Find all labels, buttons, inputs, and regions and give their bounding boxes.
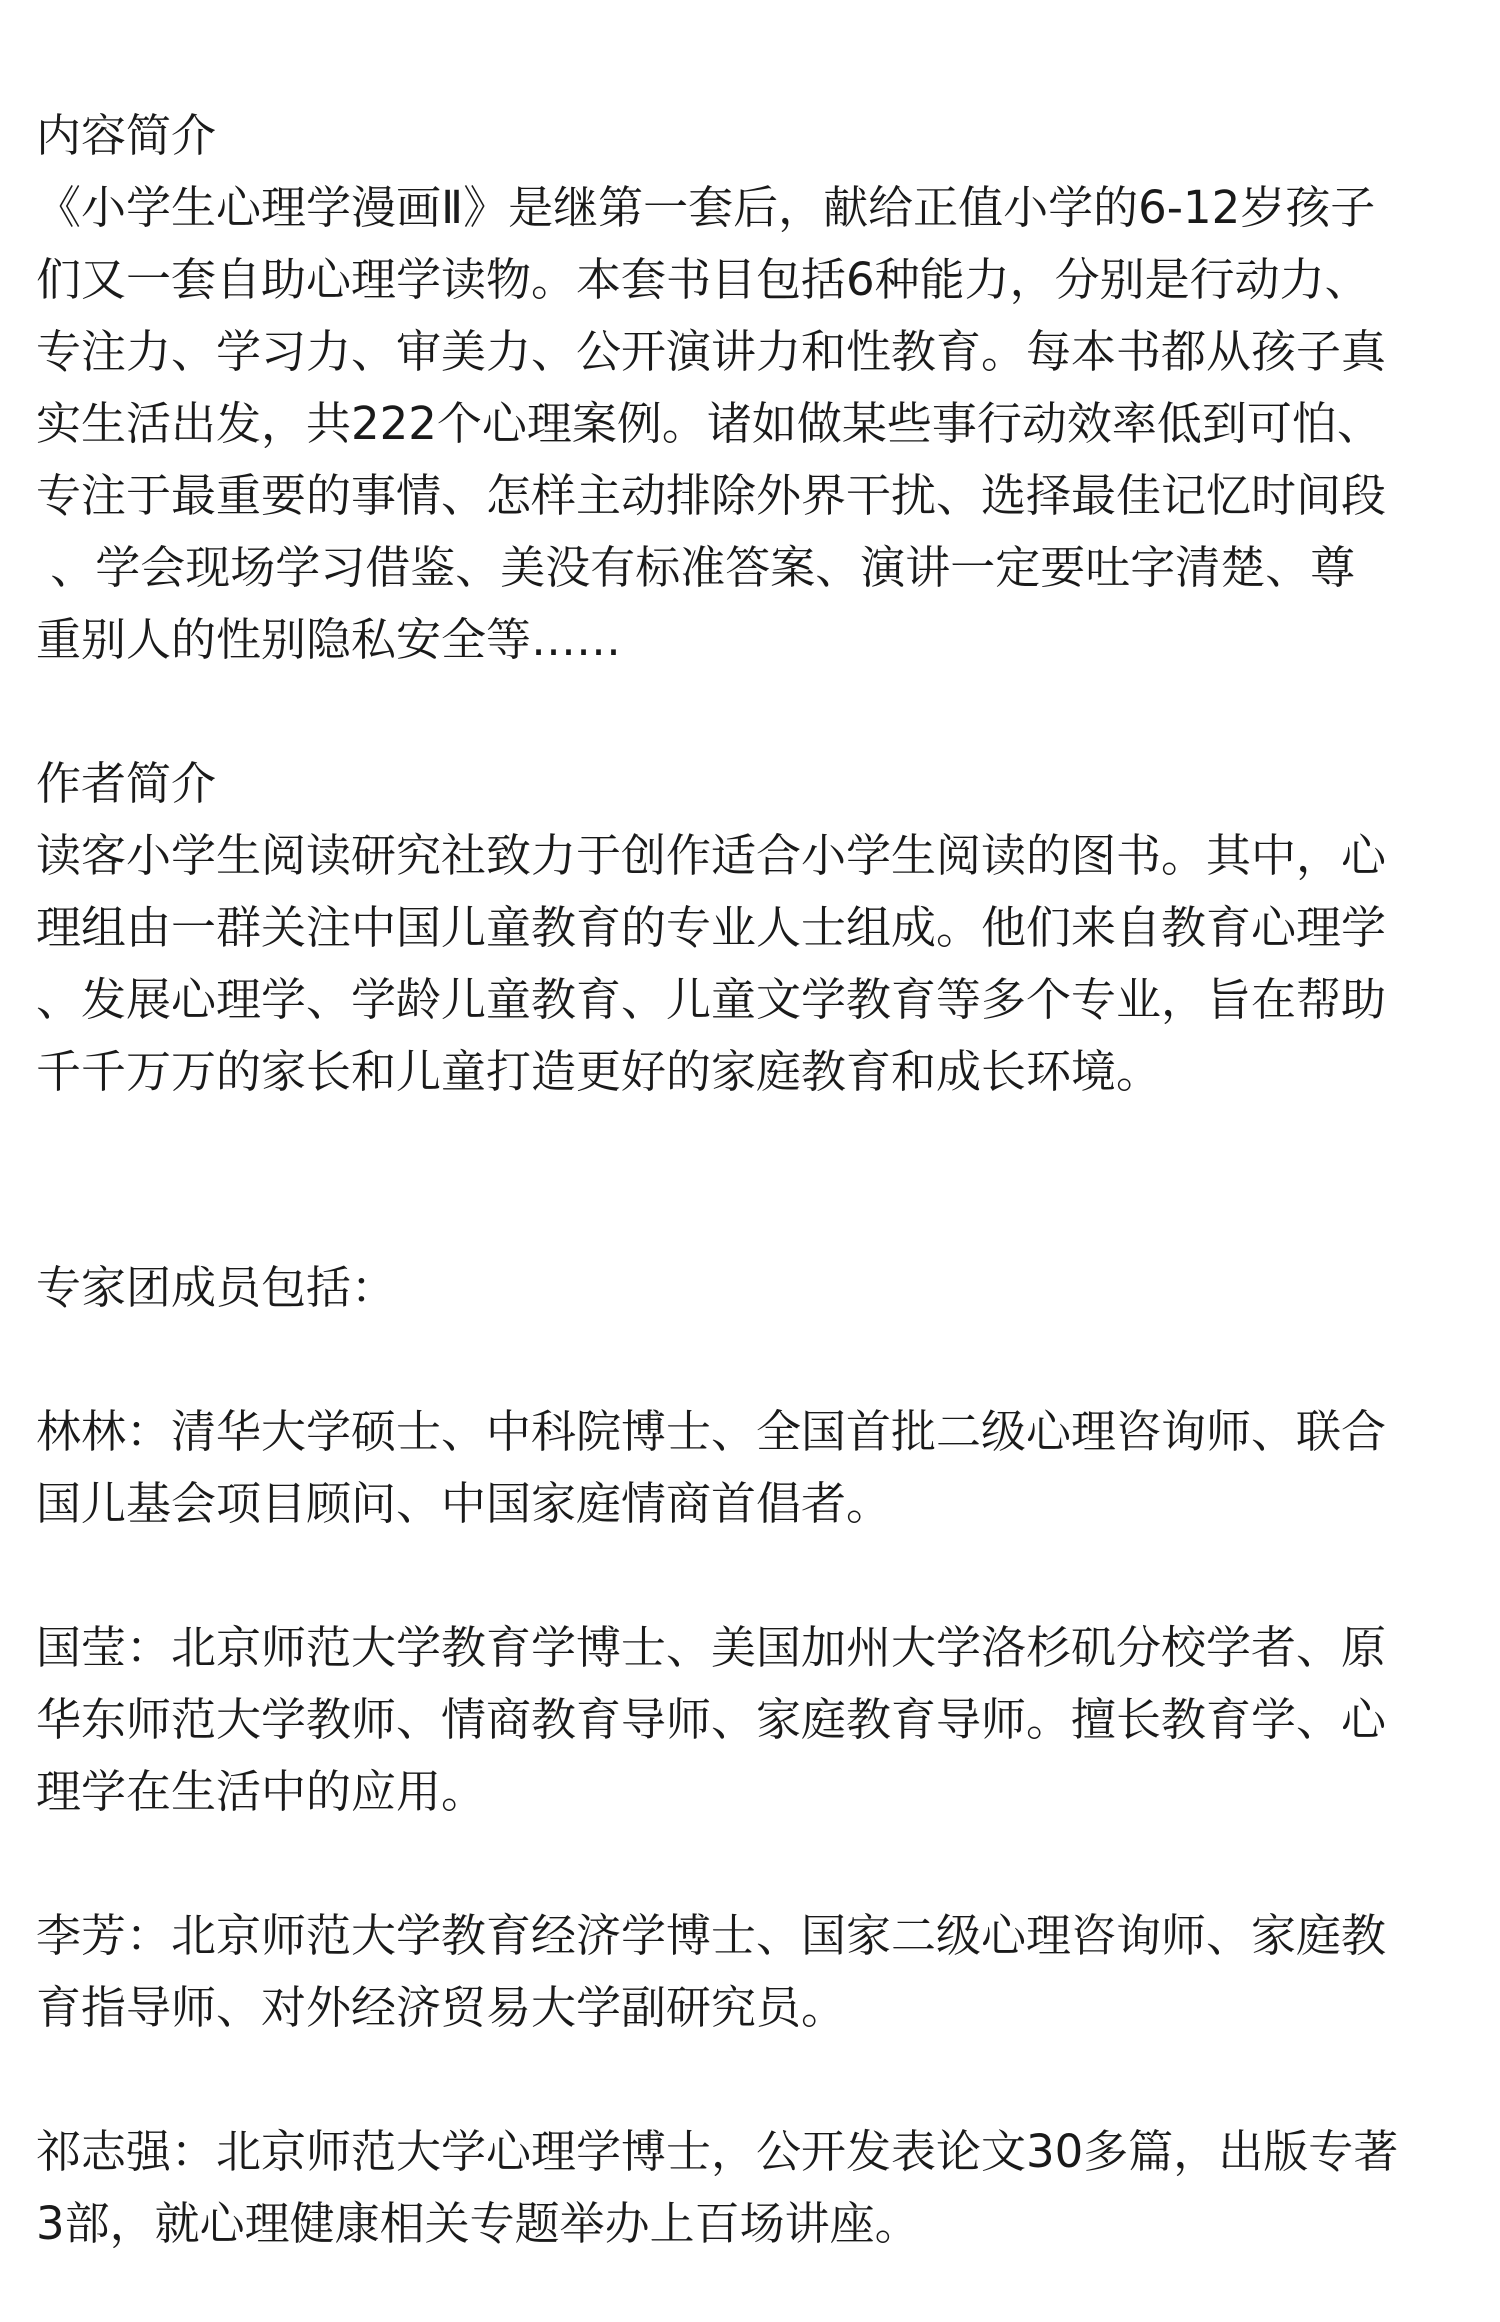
spacer [36,1540,1464,1612]
expert-qizhiqiang-line: 祁志强：北京师范大学心理学博士，公开发表论文30多篇，出版专著 [36,2125,1399,2178]
intro-line: 重别人的性别隐私安全等…… [36,613,622,666]
spacer [36,2044,1464,2116]
intro-heading: 内容简介 [36,109,217,162]
intro-line: 们又一套自助心理学读物。本套书目包括6种能力，分别是行动力、 [36,253,1370,306]
expert-linlin-line: 国儿基会项目顾问、中国家庭情商首倡者。 [36,1477,892,1530]
spacer [36,1324,1464,1396]
author-line: 、发展心理学、学龄儿童教育、儿童文学教育等多个专业，旨在帮助 [36,973,1387,1026]
intro-line: 实生活出发，共222个心理案例。诸如做某些事行动效率低到可怕、 [36,397,1382,450]
expert-qizhiqiang-line: 3部，就心理健康相关专题举办上百场讲座。 [36,2197,920,2250]
spacer [36,1828,1464,1900]
expert-lifang-line: 育指导师、对外经济贸易大学副研究员。 [36,1981,847,2034]
intro-line: 专注于最重要的事情、怎样主动排除外界干扰、选择最佳记忆时间段 [36,469,1387,522]
expert-guoying-line: 华东师范大学教师、情商教育导师、家庭教育导师。擅长教育学、心 [36,1693,1387,1746]
expert-guoying-line: 国莹：北京师范大学教育学博士、美国加州大学洛杉矶分校学者、原 [36,1621,1387,1674]
expert-linlin-line: 林林：清华大学硕士、中科院博士、全国首批二级心理咨询师、联合 [36,1405,1387,1458]
intro-line: 专注力、学习力、审美力、公开演讲力和性教育。每本书都从孩子真 [36,325,1387,378]
intro-line: 《小学生心理学漫画Ⅱ》是继第一套后，献给正值小学的6-12岁孩子 [36,181,1376,234]
experts-heading: 专家团成员包括： [36,1261,397,1314]
author-heading: 作者简介 [36,757,217,810]
author-line: 理组由一群关注中国儿童教育的专业人士组成。他们来自教育心理学 [36,901,1387,954]
spacer [36,1108,1464,1252]
expert-lifang-line: 李芳：北京师范大学教育经济学博士、国家二级心理咨询师、家庭教 [36,1909,1387,1962]
author-line: 读客小学生阅读研究社致力于创作适合小学生阅读的图书。其中，心 [36,829,1387,882]
spacer [36,676,1464,748]
author-line: 千千万万的家长和儿童打造更好的家庭教育和成长环境。 [36,1045,1162,1098]
document-body [36,100,1464,2260]
intro-line: 、学会现场学习借鉴、美没有标准答案、演讲一定要吐字清楚、尊 [36,541,1356,594]
expert-guoying-line: 理学在生活中的应用。 [36,1765,487,1818]
